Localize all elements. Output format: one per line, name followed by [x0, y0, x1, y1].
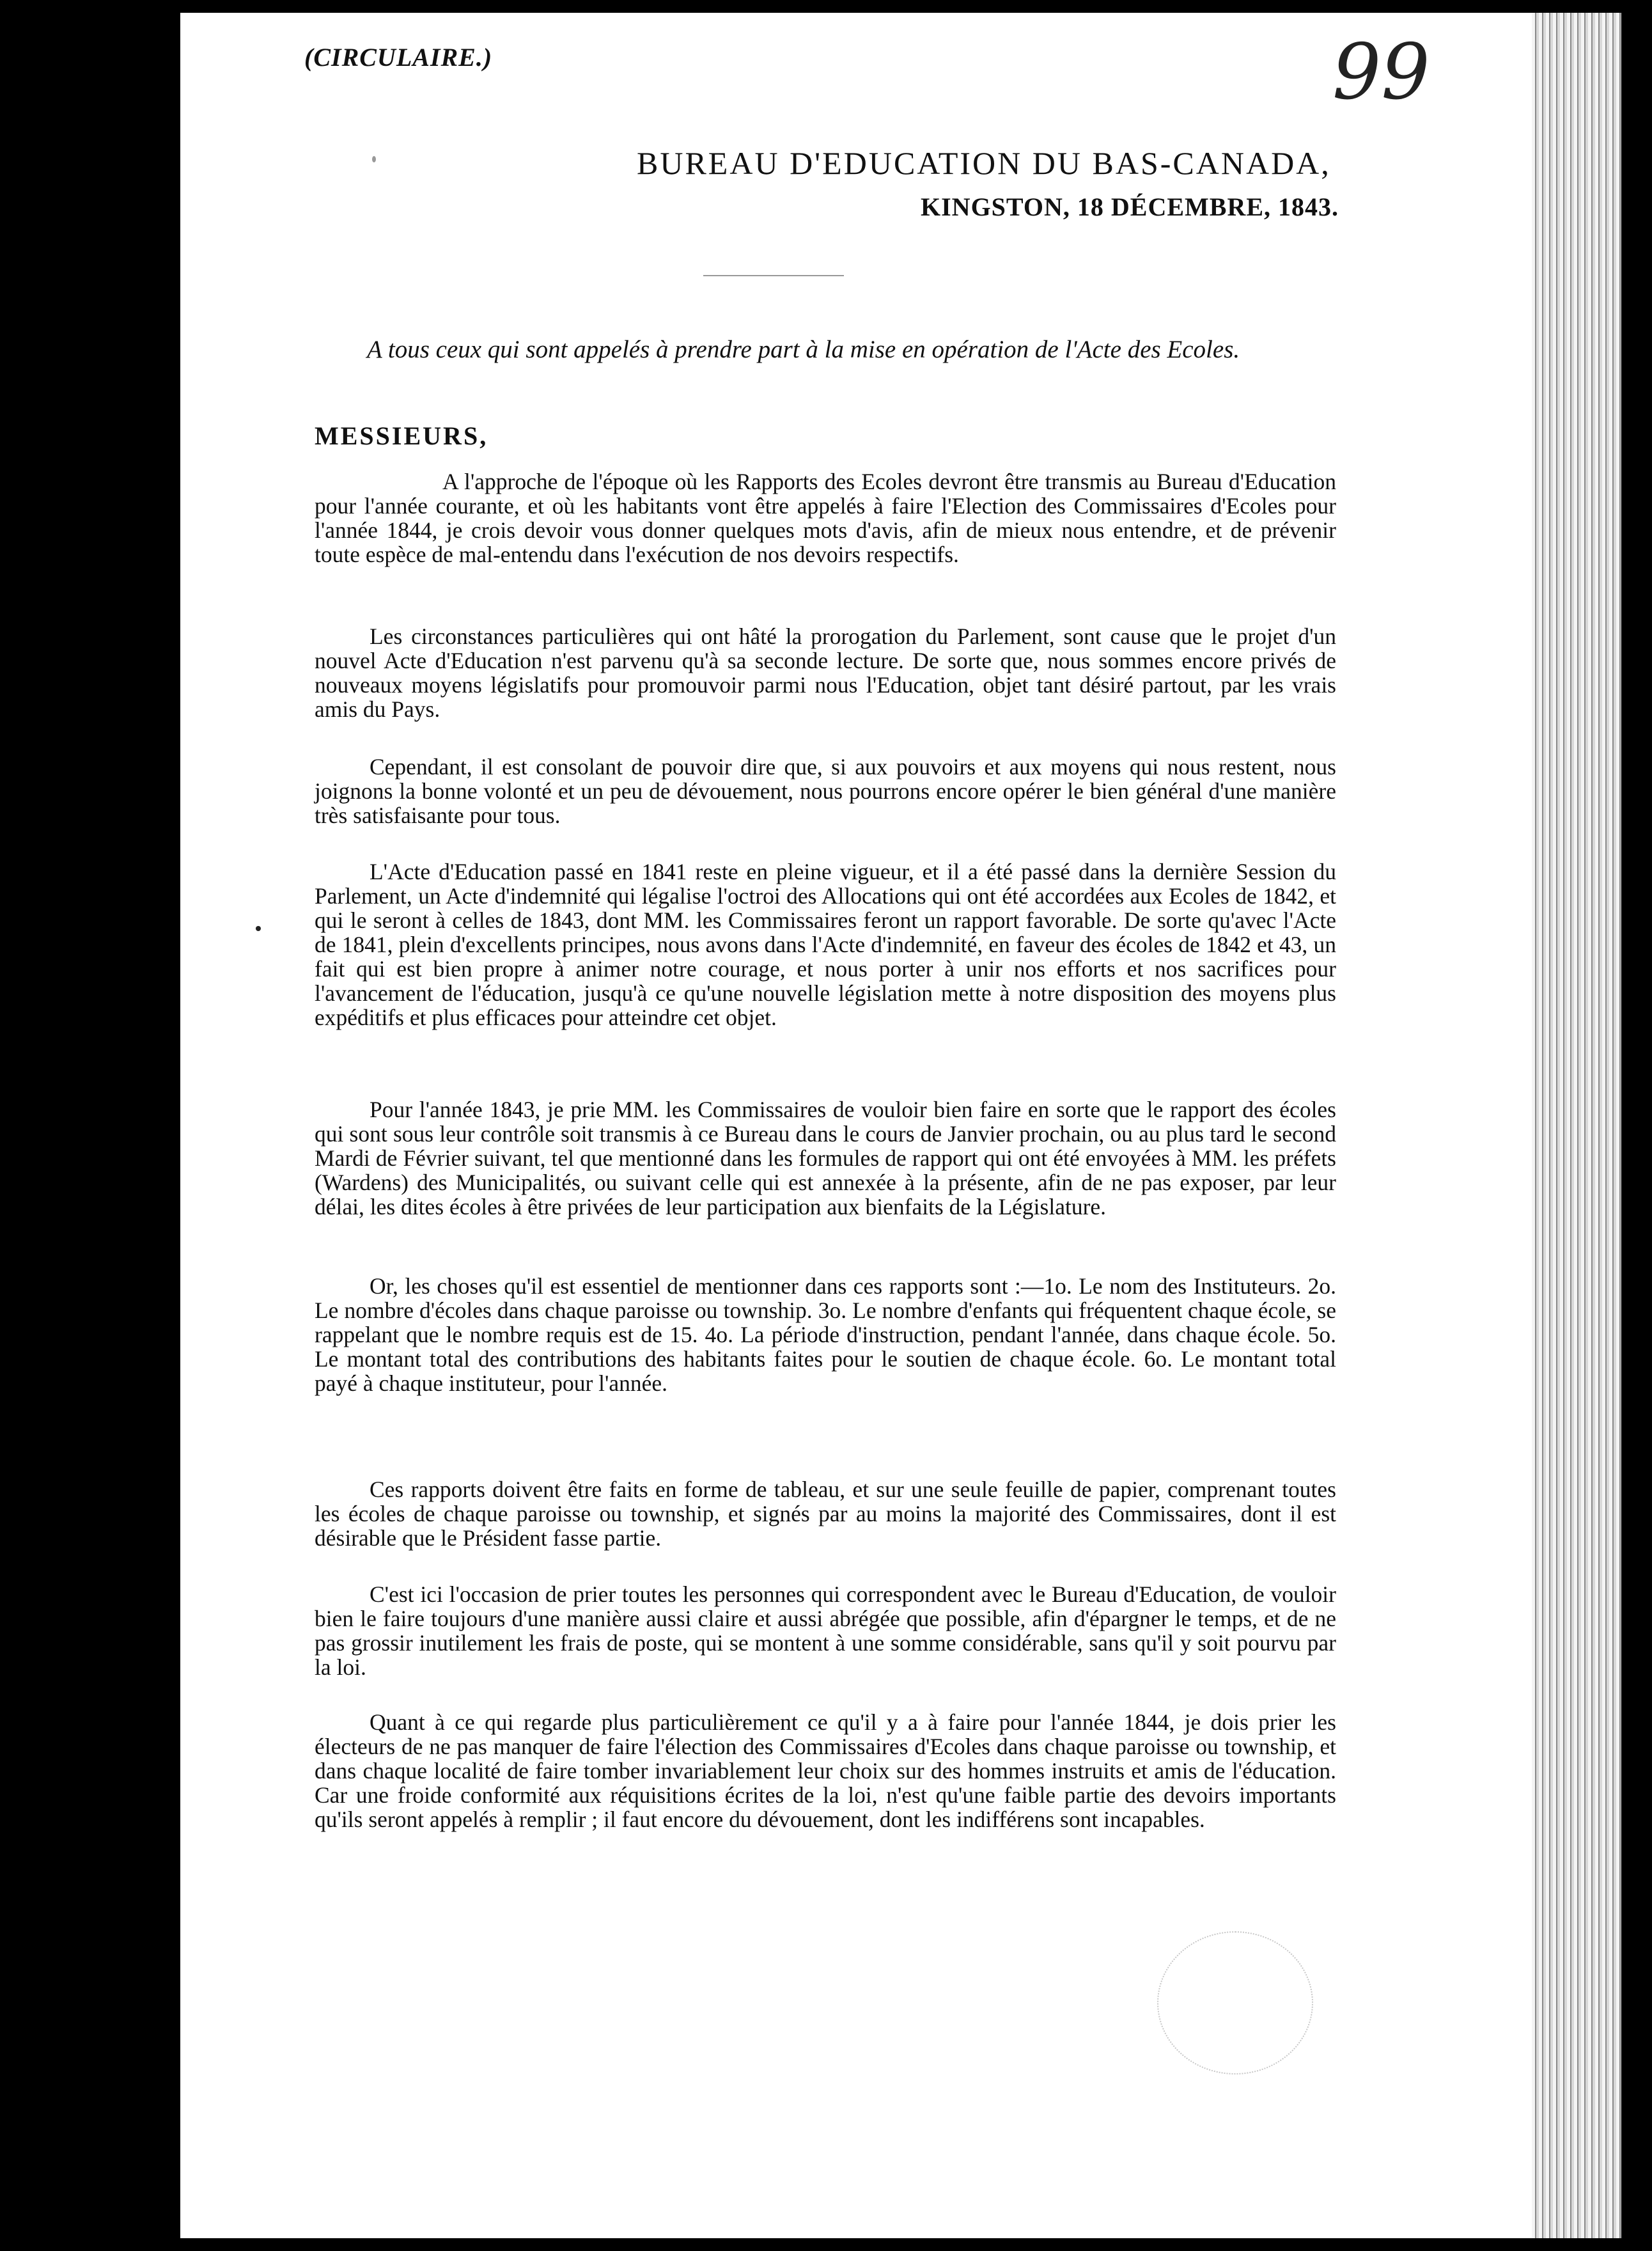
library-stamp [1157, 1931, 1313, 2075]
ink-speck [372, 156, 376, 162]
paragraph-1: A l'approche de l'époque où les Rapports des Ecoles devront être transmis au Bureau d'Education pour l'année courante, et où les habitants vont être appelés à faire l'Election des Commissaires d'Ecoles pour l'année 1844, je crois devoir vous donner quelques mots d'avis, afin de mieux nous entendre, et de prévenir toute espèce de mal-entendu dans l'exécution de nos devoirs respectifs. [315, 469, 1336, 567]
paragraph-6: Or, les choses qu'il est essentiel de mentionner dans ces rapports sont :—1o. Le nom des Instituteurs. 2o. Le nombre d'écoles dans chaque paroisse ou township. 3o. Le nombre d'enfants qui fréquentent chaque école, se rappelant que le nombre requis est de 15. 4o. La période d'instruction, pendant l'année, dans chaque école. 5o. Le montant total des contributions des habitants faites pour le soutien de chaque école. 6o. Le montant total payé à chaque instituteur, pour l'année. [315, 1273, 1336, 1396]
page-edge-stack [1532, 13, 1621, 2238]
separator-rule [703, 275, 844, 276]
paragraph-9: Quant à ce qui regarde plus particulièrement ce qu'il y a à faire pour l'année 1844, je dois prier les électeurs de ne pas manquer de faire l'élection des Commissaires d'Ecoles dans chaque paroisse ou township, et dans chaque localité de faire tomber invariablement leur choix sur des hommes instruits et amis de l'éducation. Car une froide conformité aux réquisitions écrites de la loi, n'est qu'une faible partie des devoirs importants qu'ils seront appelés à remplir ; il faut encore du dévouement, dont les indifférens sont incapables. [315, 1709, 1336, 1832]
paragraph-3: Cependant, il est consolant de pouvoir dire que, si aux pouvoirs et aux moyens qui nous restent, nous joignons la bonne volonté et un peu de dévouement, nous pourrons encore opérer le bien général d'une manière très satisfaisante pour tous. [315, 754, 1336, 828]
salutation: MESSIEURS, [315, 421, 488, 450]
scan-border [0, 2238, 1652, 2251]
ink-speck [256, 926, 261, 931]
bureau-heading: BUREAU D'EDUCATION DU BAS-CANADA, [637, 145, 1331, 181]
paragraph-2: Les circonstances particulières qui ont hâté la prorogation du Parlement, sont cause que le projet d'un nouvel Acte d'Education n'est parvenu qu'à sa seconde lecture. De sorte que, nous sommes encore privés de nouveaux moyens législatifs pour promouvoir parmi nous l'Education, objet tant désiré partout, par les vrais amis du Pays. [315, 624, 1336, 722]
dateline: KINGSTON, 18 DÉCEMBRE, 1843. [921, 192, 1339, 221]
paragraph-5: Pour l'année 1843, je prie MM. les Commissaires de vouloir bien faire en sorte que le rapport des écoles qui sont sous leur contrôle soit transmis à ce Bureau dans le cours de Janvier prochain, ou au plus tard le second Mardi de Février suivant, tel que mentionné dans les formules de rapport qui ont été envoyées à MM. les préfets (Wardens) des Municipalités, ou suivant celle qui est annexée à la présente, afin de ne pas exposer, par leur délai, les dites écoles à être privées de leur participation aux bienfaits de la Législature. [315, 1097, 1336, 1220]
circular-label: (CIRCULAIRE.) [304, 43, 493, 72]
address-line: A tous ceux qui sont appelés à prendre part à la mise en opération de l'Acte des Ecoles. [367, 336, 1240, 363]
folio-number: 99 [1332, 28, 1430, 117]
paragraph-7: Ces rapports doivent être faits en forme de tableau, et sur une seule feuille de papier, comprenant toutes les écoles de chaque paroisse ou township, et signés par au moins la majorité des Commissaires, dont il est désirable que le Président fasse partie. [315, 1477, 1336, 1551]
paragraph-8: C'est ici l'occasion de prier toutes les personnes qui correspondent avec le Bureau d'Education, de vouloir bien le faire toujours d'une manière aussi claire et aussi abrégée que possible, afin d'épargner le temps, et de ne pas grossir inutilement les frais de poste, qui se montent à une somme considérable, sans qu'il y soit pourvu par la loi. [315, 1581, 1336, 1680]
paragraph-4: L'Acte d'Education passé en 1841 reste en pleine vigueur, et il a été passé dans la dernière Session du Parlement, un Acte d'indemnité qui légalise l'octroi des Allocations qui ont été accordées aux Ecoles de 1842, et qui le seront à celles de 1843, dont MM. les Commissaires feront un rapport favorable. De sorte qu'avec l'Acte de 1841, plein d'excellents principes, nous avons dans l'Acte d'indemnité, en faveur des écoles de 1842 et 43, un fait qui est bien propre à animer notre courage, et nous porter à unir nos efforts et nos sacrifices pour l'avancement de l'éducation, jusqu'à ce qu'une nouvelle législation mette à notre disposition des moyens plus expéditifs et plus efficaces pour atteindre cet objet. [315, 859, 1336, 1030]
